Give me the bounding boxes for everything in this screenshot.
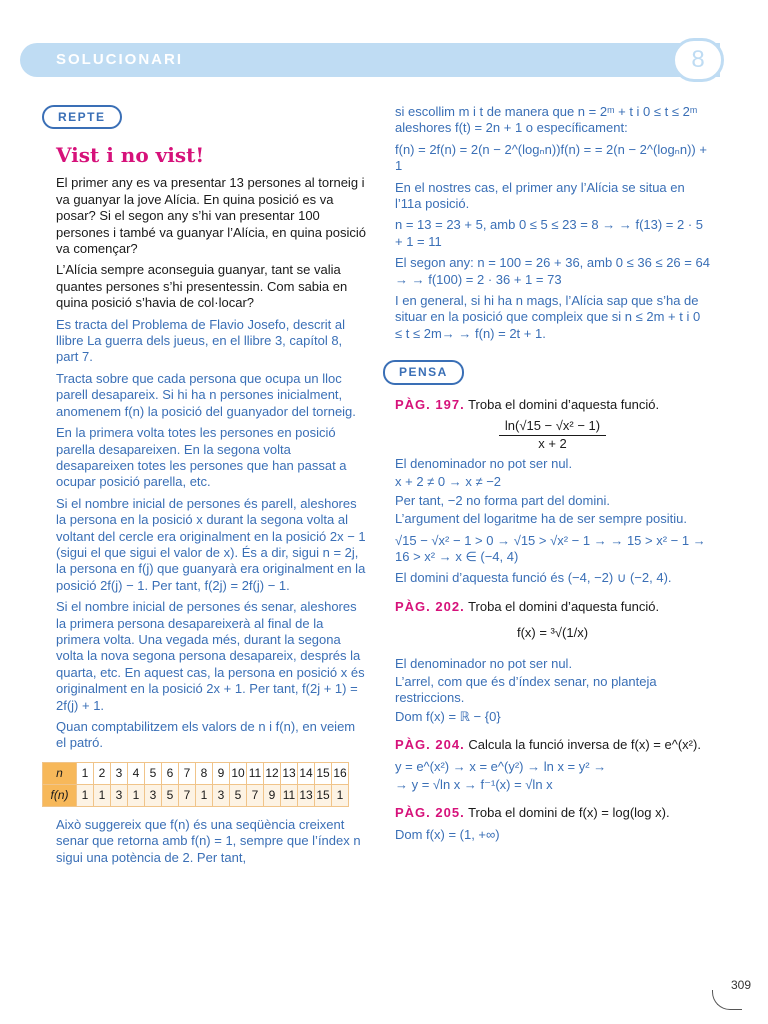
table-cell: 7	[179, 784, 196, 806]
solution-year-2: El segon any: n = 100 = 26 + 36, amb 0 ≤ 36 ≤ 26 = 64 → → f(100) = 2 · 36 + 1 = 73	[395, 255, 710, 287]
answer-202-1: El denominador no pot ser nul.	[395, 655, 573, 671]
solution-line-1: si escollim m i t de manera que n = 2ᵐ + t i 0 ≤ t ≤ 2ᵐ aleshores f(t) = 2n + 1 o específicament:	[395, 104, 698, 136]
table-cell: 7	[179, 762, 196, 784]
table-row-n	[43, 762, 349, 784]
table-cell: 9	[264, 784, 281, 806]
answer-paragraph-5: Si el nombre inicial de persones és senar, aleshores la primera persona desapareixerà al final de la primera volta. Una vegada més, durant la segona volta la nova segona persona desapareix, després la quarta, etc. En aquest cas, la persona en posició x és originalment en la posició 2x + 1. Per tant, f(2j + 1) = 2f(j) + 1.	[56, 599, 365, 713]
page-ref-204: PÀG. 204.	[395, 737, 465, 753]
table-cell: 2	[94, 762, 111, 784]
left-column	[50, 105, 367, 871]
header-title: SOLUCIONARI	[56, 51, 183, 68]
answer-204-1: y = e^(x²) → x = e^(y²) → ln x = y² →	[395, 758, 607, 774]
repte-intro-2: L’Alícia sempre aconseguia guanyar, tant se valia quantes persones s’hi presentessin. Com sabia en quina posició s’havia de col·locar?	[56, 262, 348, 311]
table-cell: 11	[247, 762, 264, 784]
answer-paragraph-7: Això suggereix que f(n) és una seqüència creixent senar que retorna amb f(n) = 1, sempre que l’índex n sigui una potència de 2. Per tant,	[56, 816, 361, 865]
chapter-number: 8	[672, 38, 724, 82]
table-cell: 9	[213, 762, 230, 784]
table-cell: 7	[247, 784, 264, 806]
exercise-204	[395, 737, 710, 753]
fraction-numerator: ln(√15 − √x² − 1)	[499, 418, 606, 435]
answer-202-3: Dom f(x) = ℝ − {0}	[395, 708, 501, 724]
answer-paragraph-4: Si el nombre inicial de persones és parell, aleshores la persona en la posició x durant la segona volta al voltant del cercle era originalment en la posició 2x − 1 (sigui el que sigui el valor de x). És a dir, sigui n = 2j, la persona en f(j) que guanyarà era originalment en la posició 2f(j) − 1. Per tant, f(2j) = 2f(j) − 1.	[56, 495, 366, 593]
repte-intro-1: El primer any es va presentar 13 persones al torneig i va guanyar la jove Alícia. En quina posició es va posar? Si el segon any s’hi van presentar 100 persones i també va guanyar l’Alícia, en quina posició va començar?	[56, 175, 367, 257]
exercise-197-question: Troba el domini d’aquesta funció.	[468, 396, 660, 412]
repte-badge: REPTE	[42, 105, 122, 129]
answer-197-6: El domini d’aquesta funció és (−4, −2) ∪ (−2, 4).	[395, 570, 672, 586]
root-formula: f(x) = ³√(1/x)	[516, 625, 589, 641]
exercise-205	[395, 805, 710, 821]
table-cell: 5	[145, 762, 162, 784]
pensa-badge: PENSA	[383, 360, 464, 384]
table-cell: 1	[196, 784, 213, 806]
solution-general: I en general, si hi ha n mags, l’Alícia sap que s’ha de situar en la posició que compleix que si n ≤ 2m + t i 0 ≤ t ≤ 2m→ → f(n) = 2t + 1.	[395, 293, 701, 341]
answer-197-2: x + 2 ≠ 0 → x ≠ −2	[395, 474, 502, 490]
table-header-fn: f(n)	[43, 784, 77, 806]
table-header-n: n	[43, 762, 77, 784]
fraction-formula	[395, 418, 710, 452]
table-cell: 6	[162, 762, 179, 784]
table-cell: 13	[298, 784, 315, 806]
table-cell: 3	[111, 762, 128, 784]
solution-year-1: n = 13 = 23 + 5, amb 0 ≤ 5 ≤ 23 = 8 → → f(13) = 2 · 5 + 1 = 11	[395, 217, 704, 249]
exercise-205-question: Troba el domini de f(x) = log(log x).	[468, 805, 670, 821]
solution-formula: f(n) = 2f(n) = 2(n − 2^(logₙn))f(n) = = 2(n − 2^(logₙn)) + 1	[395, 141, 707, 174]
table-cell: 3	[145, 784, 162, 806]
answer-197-1: El denominador no pot ser nul.	[395, 455, 573, 471]
table-cell: 15	[315, 762, 332, 784]
table-cell: 5	[162, 784, 179, 806]
answer-paragraph-3: En la primera volta totes les persones en posició parella desapareixen. En la segona volta desapareixen totes les persones que han passat a ocupar posició parella, etc.	[56, 425, 347, 490]
sequence-table	[42, 762, 349, 807]
exercise-197	[395, 397, 710, 413]
repte-title: Vist i no vist!	[56, 143, 205, 168]
exercise-204-question: Calcula la funció inversa de f(x) = e^(x²).	[468, 737, 701, 753]
answer-197-4: L’argument del logaritme ha de ser sempre positiu.	[395, 511, 687, 527]
page-ref-197: PÀG. 197.	[395, 396, 465, 412]
answer-204-2: → y = √ln x → f⁻¹(x) = √ln x	[395, 777, 553, 792]
table-cell: 1	[128, 784, 145, 806]
table-cell: 12	[264, 762, 281, 784]
table-cell: 1	[77, 784, 94, 806]
right-column	[395, 104, 710, 848]
answer-paragraph-6: Quan comptabilitzem els valors de n i f(n), en veiem el patró.	[56, 719, 356, 751]
table-cell: 8	[196, 762, 213, 784]
answer-202-2: L’arrel, com que és d’índex senar, no planteja restriccions.	[395, 673, 657, 706]
table-cell: 1	[332, 784, 349, 806]
answer-197-5: √15 − √x² − 1 > 0 → √15 > √x² − 1 → → 15 > x² − 1 → 16 > x² → x ∈ (−4, 4)	[395, 532, 706, 564]
solution-line-3: En el nostres cas, el primer any l’Alícia se situa en l’11a posició.	[395, 179, 685, 212]
page-ref-205: PÀG. 205.	[395, 805, 465, 821]
table-cell: 1	[77, 762, 94, 784]
page-corner-decoration	[712, 990, 742, 1010]
exercise-202-question: Troba el domini d’aquesta funció.	[468, 598, 660, 614]
page-number: 309	[731, 978, 752, 992]
fraction-denominator: x + 2	[538, 435, 567, 451]
answer-205: Dom f(x) = (1, +∞)	[395, 826, 500, 842]
page-ref-202: PÀG. 202.	[395, 598, 465, 614]
table-cell: 1	[94, 784, 111, 806]
exercise-202	[395, 599, 710, 615]
table-cell: 3	[213, 784, 230, 806]
table-cell: 4	[128, 762, 145, 784]
table-row-fn	[43, 784, 349, 806]
table-cell: 14	[298, 762, 315, 784]
table-cell: 10	[230, 762, 247, 784]
table-cell: 5	[230, 784, 247, 806]
answer-197-3: Per tant, −2 no forma part del domini.	[395, 492, 610, 508]
answer-paragraph-1: Es tracta del Problema de Flavio Josefo, descrit al llibre La guerra dels jueus, en el llibre 3, capítol 8, part 7.	[56, 316, 346, 365]
answer-paragraph-2: Tracta sobre que cada persona que ocupa un lloc parell desapareix. Si hi ha n persones inicialment, anomenem f(n) la posició del guanyador del torneig.	[56, 370, 356, 419]
table-cell: 16	[332, 762, 349, 784]
table-cell: 3	[111, 784, 128, 806]
table-cell: 15	[315, 784, 332, 806]
table-cell: 13	[281, 762, 298, 784]
table-cell: 11	[281, 784, 298, 806]
